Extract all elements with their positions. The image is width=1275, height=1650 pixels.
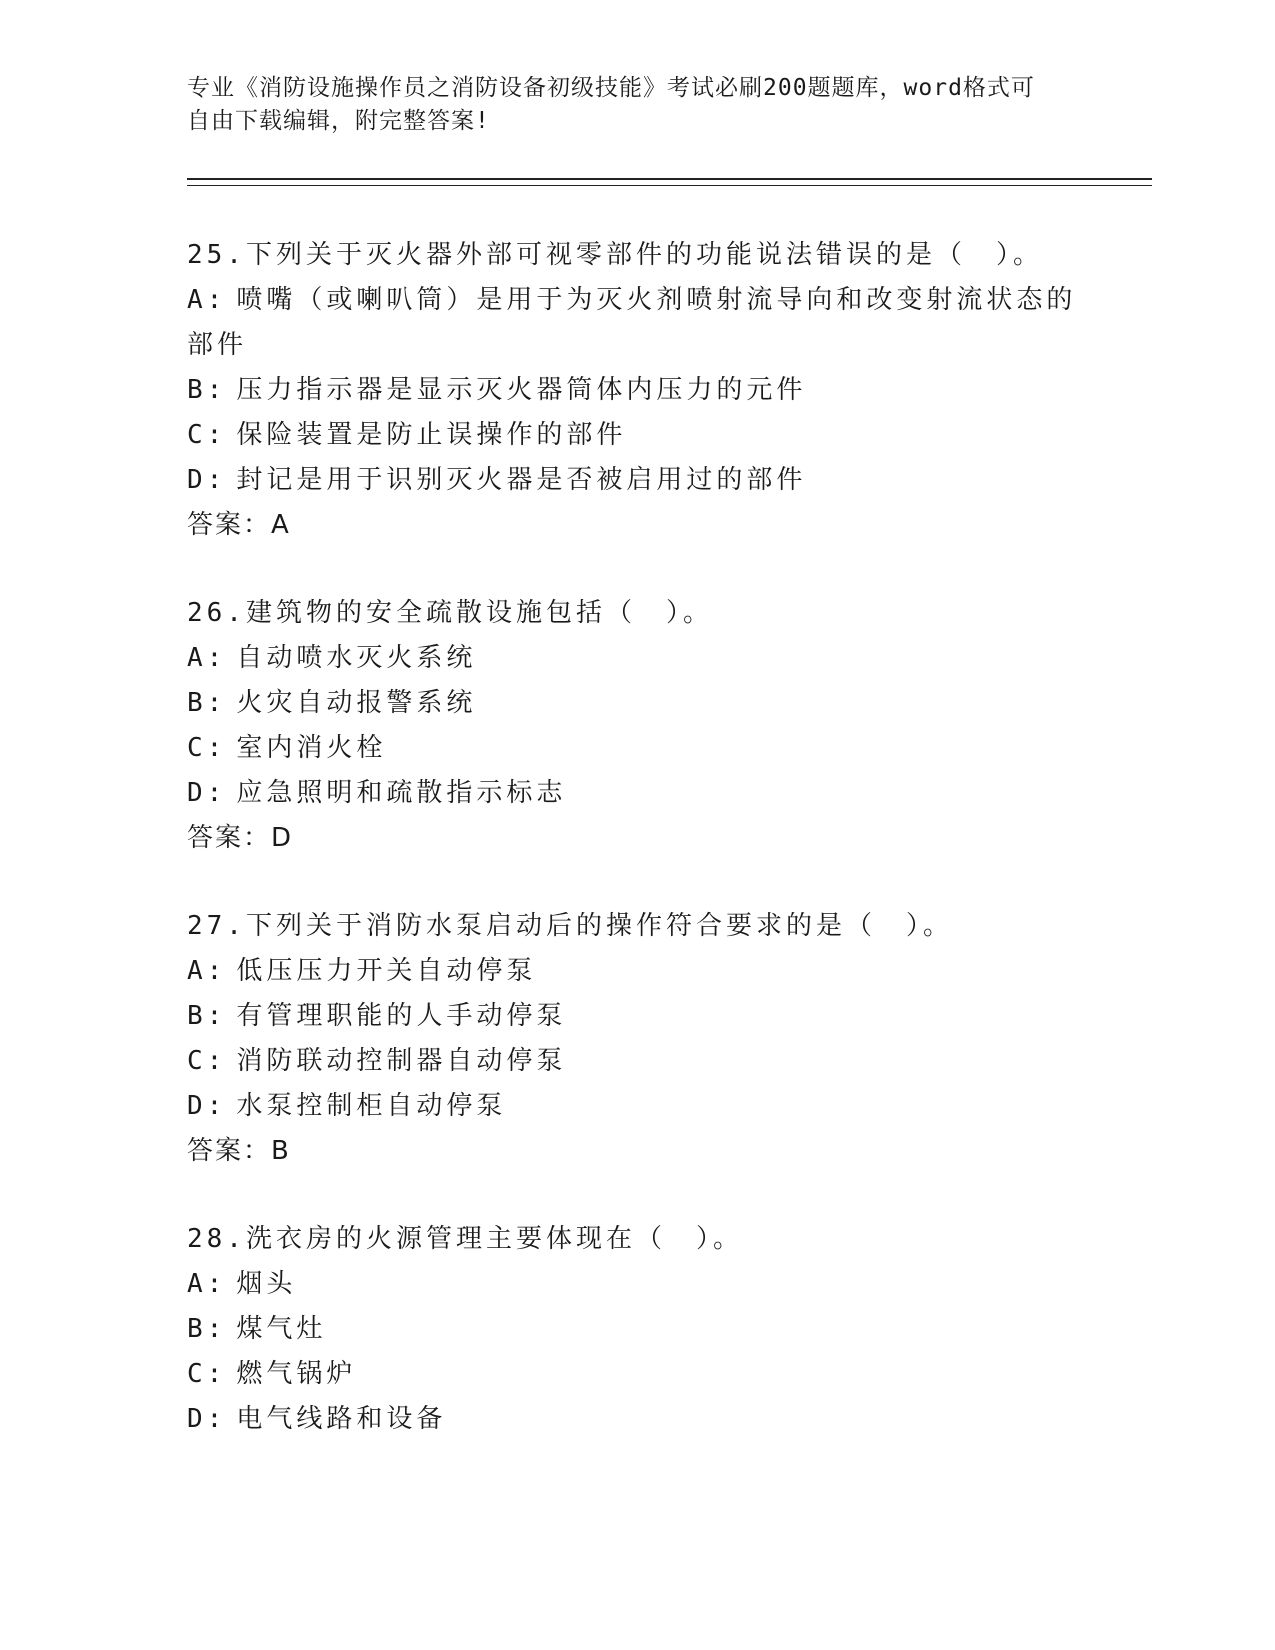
option-b [187,994,1087,1039]
option-text: 有管理职能的人手动停泵 [236,1001,567,1031]
option-key: B: [187,1001,227,1031]
option-a [187,636,1087,681]
option-c [187,726,1087,771]
option-key: A: [187,285,227,315]
option-key: D: [187,1091,227,1121]
question-stem: 25.下列关于灭火器外部可视零部件的功能说法错误的是（ ）。 [187,240,1043,270]
question-28 [187,1217,1087,1442]
option-d [187,771,1087,816]
option-a [187,278,1087,368]
option-a [187,1262,1087,1307]
option-text: 封记是用于识别灭火器是否被启用过的部件 [236,465,807,495]
question-stem: 27.下列关于消防水泵启动后的操作符合要求的是（ ）。 [187,911,953,941]
option-text: 应急照明和疏散指示标志 [236,778,567,808]
option-key: B: [187,688,227,718]
question-stem: 26.建筑物的安全疏散设施包括（ ）。 [187,598,713,628]
option-b [187,681,1087,726]
option-text: 煤气灶 [236,1314,327,1344]
answer-line: 答案：B [187,1136,291,1166]
question-26 [187,591,1087,861]
option-key: C: [187,733,227,763]
option-text: 室内消火栓 [236,733,387,763]
option-d [187,458,1087,503]
question-stem: 28.洗衣房的火源管理主要体现在（ ）。 [187,1224,743,1254]
option-c [187,1352,1087,1397]
option-d [187,1397,1087,1442]
option-key: D: [187,465,227,495]
option-text: 保险装置是防止误操作的部件 [236,420,627,450]
option-text: 压力指示器是显示灭火器筒体内压力的元件 [236,375,807,405]
answer-line: 答案：A [187,510,291,540]
header-line-2: 自由下载编辑，附完整答案! [187,108,490,134]
answer-line: 答案：D [187,823,294,853]
option-text: 自动喷水灭火系统 [236,643,477,673]
option-key: A: [187,643,227,673]
option-key: B: [187,1314,227,1344]
option-key: C: [187,1359,227,1389]
option-text: 烟头 [236,1269,297,1299]
option-text: 火灾自动报警系统 [236,688,477,718]
document-header [187,72,1067,138]
option-b [187,1307,1087,1352]
option-text: 喷嘴（或喇叭筒）是用于为灭火剂喷射流导向和改变射流状态的部件 [187,285,1077,360]
option-d [187,1084,1087,1129]
option-b [187,368,1087,413]
option-text: 低压压力开关自动停泵 [236,956,537,986]
option-a [187,949,1087,994]
header-divider [187,178,1152,186]
option-key: D: [187,1404,227,1434]
option-key: B: [187,375,227,405]
option-text: 燃气锅炉 [236,1359,357,1389]
question-list [187,233,1087,1485]
option-key: D: [187,778,227,808]
question-27 [187,904,1087,1174]
header-line-1: 专业《消防设施操作员之消防设备初级技能》考试必刷200题题库，word格式可 [187,75,1035,101]
option-text: 电气线路和设备 [236,1404,447,1434]
option-key: C: [187,420,227,450]
option-key: A: [187,1269,227,1299]
option-key: C: [187,1046,227,1076]
option-c [187,1039,1087,1084]
option-text: 消防联动控制器自动停泵 [236,1046,567,1076]
question-25 [187,233,1087,548]
option-text: 水泵控制柜自动停泵 [236,1091,507,1121]
option-key: A: [187,956,227,986]
option-c [187,413,1087,458]
